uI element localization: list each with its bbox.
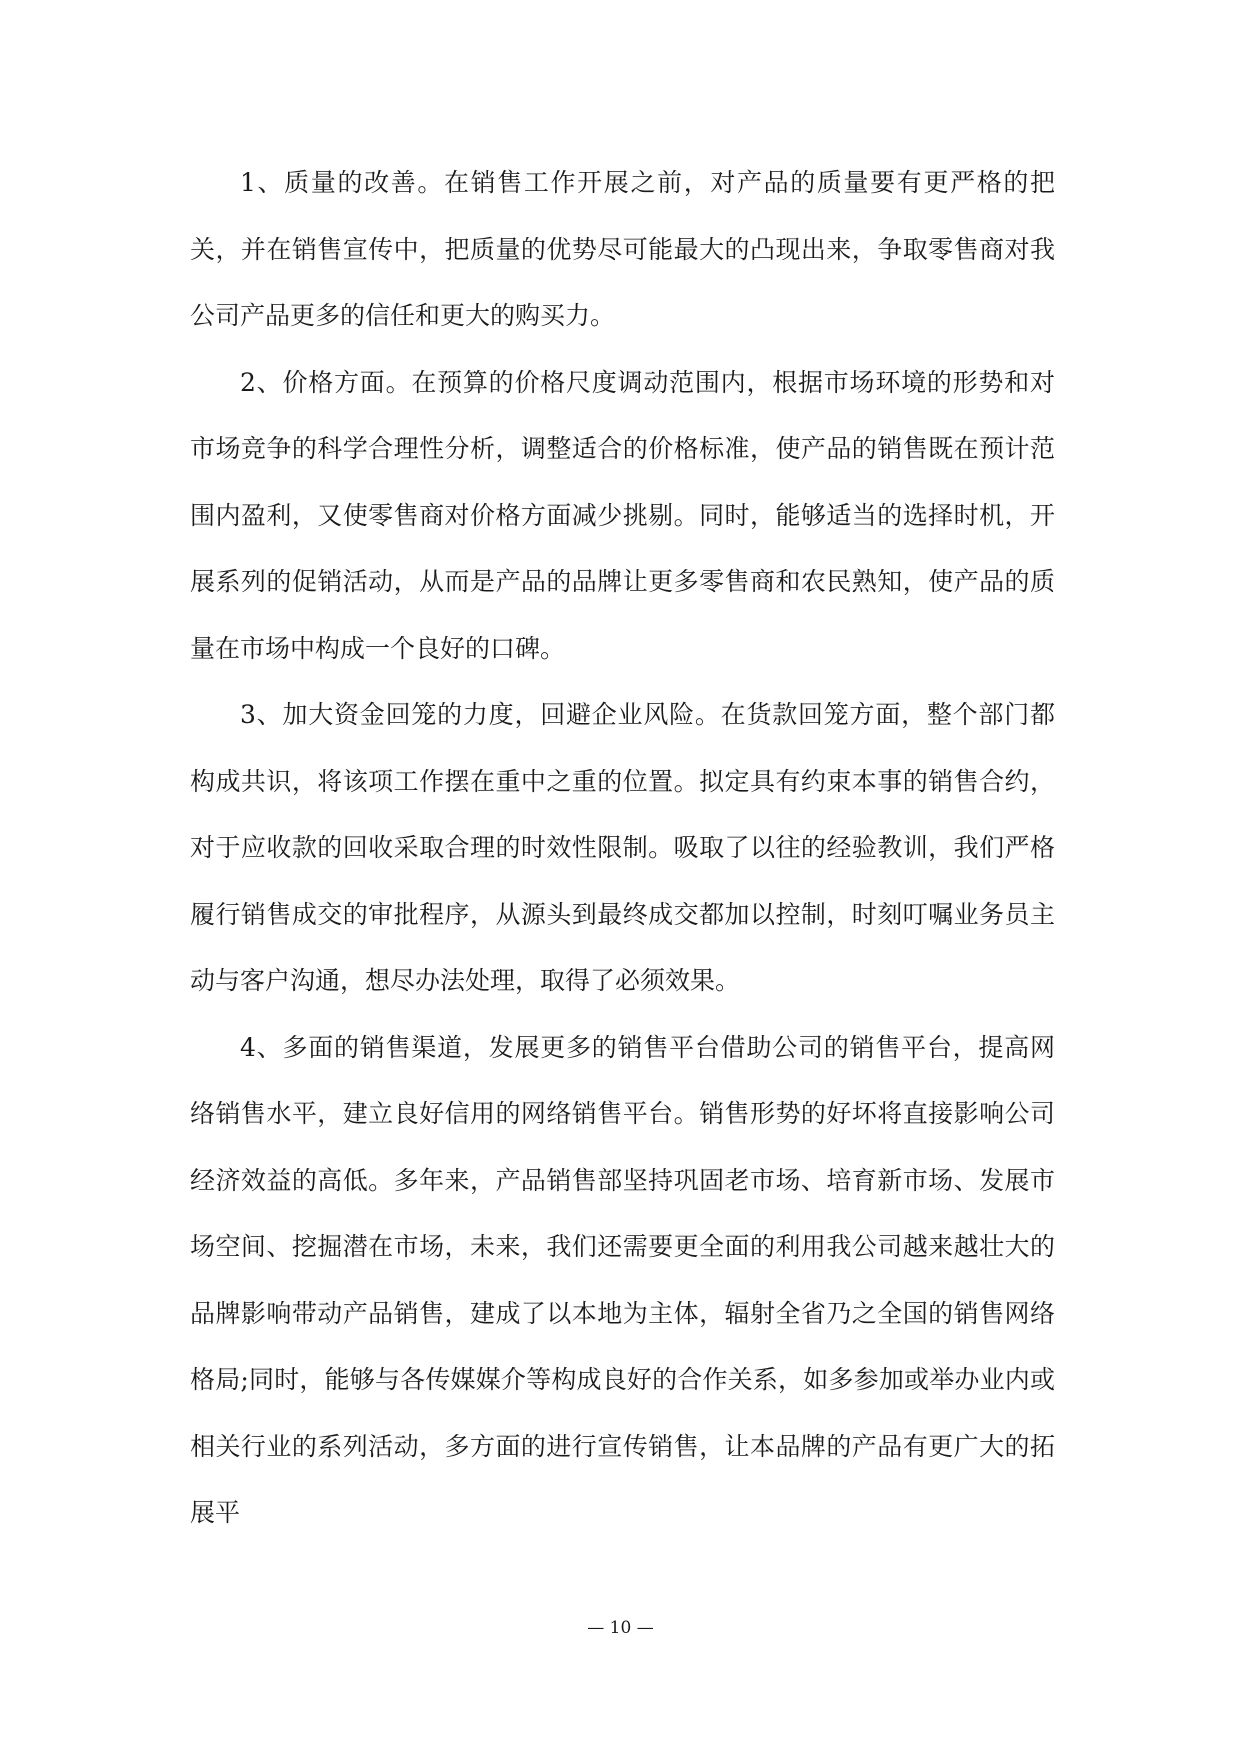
document-body (190, 150, 1055, 1547)
page-number: — 10 — (587, 1618, 654, 1638)
paragraph-channels: 4、多面的销售渠道，发展更多的销售平台借助公司的销售平台，提高网络销售水平，建立良好信用的网络销售平台。销售形势的好坏将直接影响公司经济效益的高低。多年来，产品销售部坚持巩固老市场、培育新市场、发展市场空间、挖掘潜在市场，未来，我们还需要更全面的利用我公司越来越壮大的品牌影响带动产品销售，建成了以本地为主体，辐射全省乃之全国的销售网络格局;同时，能够与各传媒媒介等构成良好的合作关系，如多参加或举办业内或相关行业的系列活动，多方面的进行宣传销售，让本品牌的产品有更广大的拓展平 (190, 1032, 1055, 1527)
paragraph-price: 2、价格方面。在预算的价格尺度调动范围内，根据市场环境的形势和对市场竞争的科学合理性分析，调整适合的价格标准，使产品的销售既在预计范围内盈利，又使零售商对价格方面减少挑剔。同时，能够适当的选择时机，开展系列的促销活动，从而是产品的品牌让更多零售商和农民熟知，使产品的质量在市场中构成一个良好的口碑。 (190, 367, 1055, 663)
paragraph-funds: 3、加大资金回笼的力度，回避企业风险。在货款回笼方面，整个部门都构成共识，将该项工作摆在重中之重的位置。拟定具有约束本事的销售合约，对于应收款的回收采取合理的时效性限制。吸取了以往的经验教训，我们严格履行销售成交的审批程序，从源头到最终成交都加以控制，时刻叮嘱业务员主动与客户沟通，想尽办法处理，取得了必须效果。 (190, 700, 1055, 995)
paragraph-quality: 1、质量的改善。在销售工作开展之前，对产品的质量要有更严格的把关，并在销售宣传中，把质量的优势尽可能最大的凸现出来，争取零售商对我公司产品更多的信任和更大的购买力。 (190, 168, 1055, 330)
